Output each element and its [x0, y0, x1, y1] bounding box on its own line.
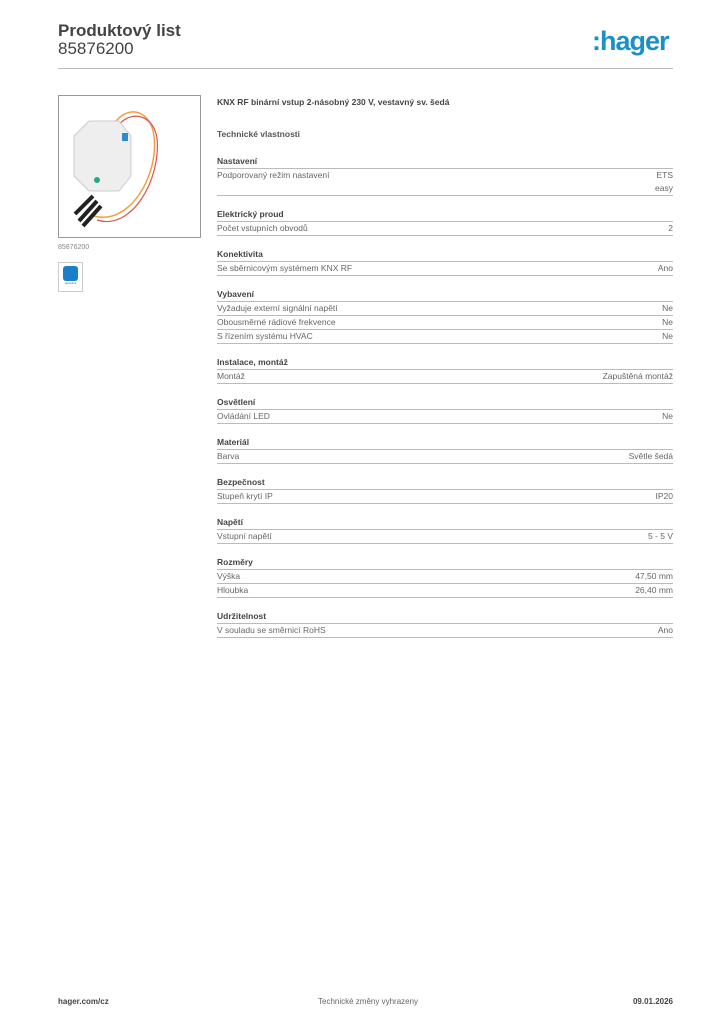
spec-section: [217, 154, 673, 196]
spec-row: [217, 584, 673, 598]
spec-section: [217, 435, 673, 464]
spec-section: [217, 355, 673, 384]
product-number: 85876200: [58, 39, 134, 58]
spec-value: Světle šedá: [628, 451, 673, 461]
spec-content: [217, 97, 673, 638]
hager-logo: :hager: [592, 26, 669, 56]
section-title: Udržitelnost: [217, 609, 673, 624]
section-title: Nastavení: [217, 154, 673, 169]
spec-row: [217, 302, 673, 316]
spec-label: V souladu se směrnicí RoHS: [217, 625, 326, 635]
spec-value: Ne: [662, 331, 673, 341]
section-title: Rozměry: [217, 555, 673, 570]
spec-label: S řízením systému HVAC: [217, 331, 313, 341]
spec-row: [217, 530, 673, 544]
spec-section: [217, 609, 673, 638]
spec-section: [217, 555, 673, 598]
spec-row: [217, 450, 673, 464]
spec-section: [217, 395, 673, 424]
spec-label: Hloubka: [217, 585, 249, 595]
spec-value: ETS easy: [655, 170, 673, 193]
badge-label: quicklink: [64, 281, 77, 285]
spec-label: Vstupní napětí: [217, 531, 272, 541]
spec-value: Ne: [662, 303, 673, 313]
spec-label: Výška: [217, 571, 241, 581]
spec-row: [217, 262, 673, 276]
spec-label: Se sběrnicovým systémem KNX RF: [217, 263, 353, 273]
section-title: Konektivita: [217, 247, 673, 262]
spec-value: 26,40 mm: [635, 585, 673, 595]
spec-section: [217, 207, 673, 236]
spec-row: [217, 316, 673, 330]
spec-section: [217, 247, 673, 276]
spec-row: [217, 490, 673, 504]
spec-label: Barva: [217, 451, 240, 461]
section-title: Osvětlení: [217, 395, 673, 410]
spec-section: [217, 287, 673, 344]
spec-row: [217, 410, 673, 424]
header-divider: [58, 68, 673, 69]
spec-label: Stupeň krytí IP: [217, 491, 273, 501]
footer-note: Technické změny vyhrazeny: [318, 997, 419, 1006]
spec-value: Ano: [657, 625, 673, 635]
section-title: Bezpečnost: [217, 475, 673, 490]
spec-row: [217, 570, 673, 584]
quicklink-icon: [63, 266, 78, 281]
section-title: Materiál: [217, 435, 673, 450]
footer-website[interactable]: hager.com/cz: [58, 997, 109, 1006]
footer-date: 09.01.2026: [632, 997, 673, 1006]
section-title: Napětí: [217, 515, 673, 530]
spec-value: Ne: [662, 411, 673, 421]
spec-value: 2: [668, 223, 673, 233]
spec-row: [217, 624, 673, 638]
page-title: Produktový list: [58, 21, 181, 40]
spec-label: Počet vstupních obvodů: [217, 223, 308, 233]
product-title: KNX RF binární vstup 2-násobný 230 V, vestavný sv. šedá: [217, 97, 450, 107]
spec-section: [217, 475, 673, 504]
spec-value: Ano: [657, 263, 673, 273]
spec-row: [217, 330, 673, 344]
spec-label: Montáž: [217, 371, 245, 381]
section-title: Elektrický proud: [217, 207, 673, 222]
spec-value: Zapuštěná montáž: [602, 371, 673, 381]
spec-label: Podporovaný režim nastavení: [217, 170, 330, 180]
spec-row: [217, 222, 673, 236]
spec-value: IP20: [655, 491, 673, 501]
section-title: Instalace, montáž: [217, 355, 673, 370]
spec-row: [217, 370, 673, 384]
image-caption: 85876200: [58, 244, 90, 251]
spec-label: Vyžaduje externí signální napětí: [217, 303, 338, 313]
product-image: [58, 95, 201, 238]
spec-section: [217, 515, 673, 544]
spec-value: 47,50 mm: [635, 571, 673, 581]
spec-value: Ne: [662, 317, 673, 327]
spec-label: Obousměrné rádiové frekvence: [217, 317, 336, 327]
spec-label: Ovládání LED: [217, 411, 270, 421]
tech-heading: Technické vlastnosti: [217, 129, 300, 139]
spec-value: 5 - 5 V: [647, 531, 673, 541]
section-title: Vybavení: [217, 287, 673, 302]
quicklink-badge[interactable]: [58, 262, 83, 292]
spec-row: [217, 169, 673, 196]
